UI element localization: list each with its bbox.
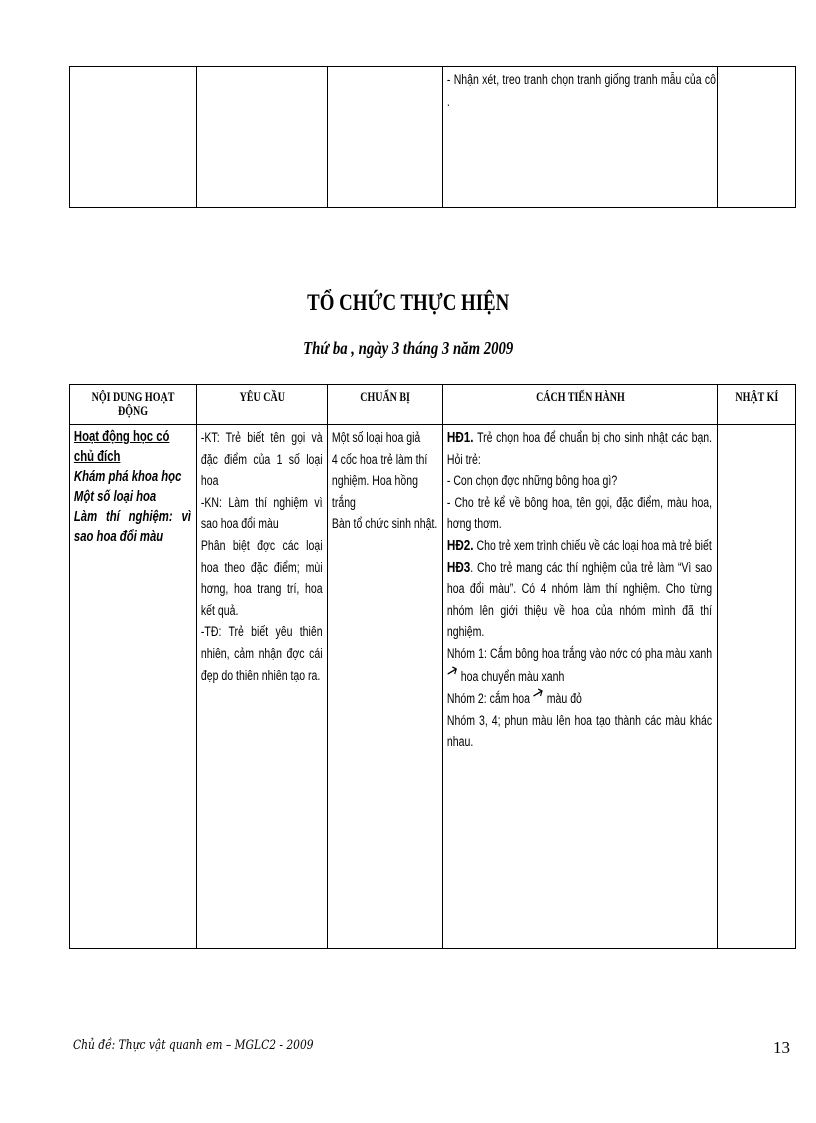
arrow-right-icon [447,665,458,679]
procedure-group1: Nhóm 1: Cắm bông hoa trắng vào nớc có pha màu xanh hoa chuyển màu xanh [446,645,713,684]
requirement-distinguish: Phân biệt đợc các loại hoa theo đặc điểm; mùi hơng, hoa trang trí, hoa kết quả. [200,537,323,618]
cont-cell-procedure [443,67,718,208]
header-diary: NHẬT KÍ [718,385,796,425]
activity-topic: Một số loại hoa [73,489,157,505]
cell-content [70,425,197,949]
activity-title: Hoạt động học có chủ đích [73,429,170,465]
header-procedure: CÁCH TIẾN HÀNH [443,385,718,425]
requirement-attitude: -TĐ: Trẻ biết yêu thiên nhiên, cảm nhận đợc cái đẹp do thiên nhiên tạo ra. [200,624,323,683]
requirement-knowledge: -KT: Trẻ biết tên gọi và đặc điểm của 1 số loại hoa [200,430,323,489]
cont-procedure-text: - Nhận xét, treo tranh chọn tranh giống tranh mẫu của cô . [446,72,716,109]
page-number: 13 [773,1038,790,1057]
cont-cell-requirements [197,67,328,208]
plan-table [69,384,796,949]
hd3-label: HĐ3 [446,558,471,576]
cell-requirements [197,425,328,949]
activity-experiment: Làm thí nghiệm: vì sao hoa đổi màu [73,509,191,545]
procedure-hd1-question1: - Con chọn đợc những bông hoa gì? [446,473,618,489]
procedure-group2: Nhóm 2: cắm hoa màu đỏ [447,687,712,710]
requirement-skill: -KN: Làm thí nghiệm vì sao hoa đổi màu [200,494,323,532]
section-title: TỔ CHỨC THỰC HIỆN [306,290,510,315]
procedure-hd1-question2: - Cho trẻ kể về bông hoa, tên gọi, đặc điểm, màu hoa, hơng thơm. [446,494,713,532]
hd2-label: HĐ2. [446,536,474,554]
cell-preparation [328,425,443,949]
header-content: NỘI DUNG HOẠT ĐỘNG [70,385,197,425]
prep-birthday-table: Bàn tổ chức sinh nhật. [331,516,438,532]
procedure-hd2: HĐ2. Cho trẻ xem trình chiếu về các loại hoa mà trẻ biết [446,536,712,554]
procedure-hd1: HĐ1. Trẻ chọn hoa để chuẩn bị cho sinh nhật các bạn. Hỏi trẻ: [446,429,713,467]
footer-topic: Chủ đề: Thực vật quanh em – MGLC2 - 2009 [73,1038,314,1053]
date-subtitle: Thứ ba , ngày 3 tháng 3 năm 2009 [302,338,514,358]
cell-diary [718,425,796,949]
cont-cell-preparation [328,67,443,208]
arrow-right-icon [533,687,544,701]
header-preparation: CHUẨN BỊ [328,385,443,425]
cell-procedure [443,425,718,949]
continuation-table [69,66,796,208]
header-requirements: YÊU CẦU [197,385,328,425]
procedure-group3: Nhóm 3, 4; phun màu lên hoa tạo thành các màu khác nhau. [446,712,713,750]
cont-cell-diary [718,67,796,208]
prep-experiment-cups: 4 cốc hoa trẻ làm thí nghiệm. Hoa hồng trắng [331,451,428,510]
prep-fake-flowers: Một số loại hoa giả [331,430,421,445]
activity-subject: Khám phá khoa học [73,469,182,485]
hd1-label: HĐ1. [446,429,474,446]
cont-cell-content [70,67,197,208]
procedure-hd3: HĐ3. Cho trẻ mang các thí nghiệm của trẻ làm “Vì sao hoa đổi màu”. Có 4 nhóm làm thí nghiệm. Cho từng nhóm lên giới thiệu về hoa của nhóm mình đã thí nghiệm. [446,558,713,640]
